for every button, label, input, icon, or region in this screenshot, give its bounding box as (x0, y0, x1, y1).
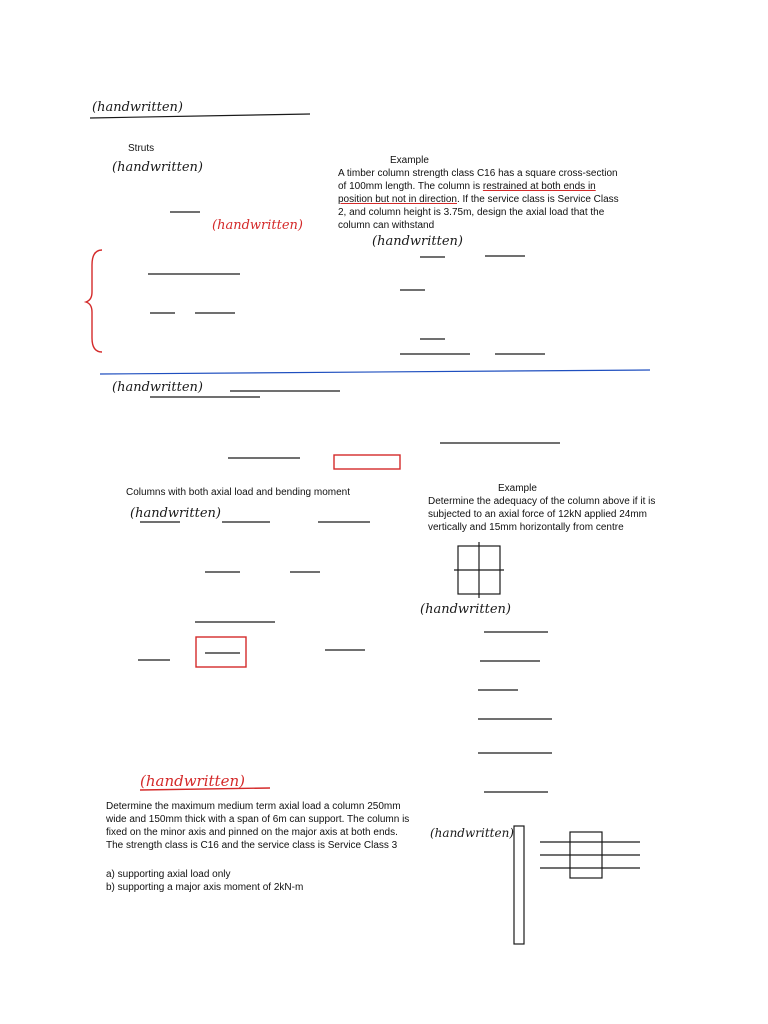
struts-heading: Struts (128, 143, 155, 154)
example1-text-end: . If the service class is Service Class 2, and column height is 3.75m, design the axial load that the column can withstand (338, 194, 619, 231)
example1-solution-handwritten: (handwritten) (372, 234, 463, 249)
assignment-part-b: b) supporting a major axis moment of 2kN-m (106, 882, 304, 893)
struts-formulas-handwritten: (handwritten) (112, 160, 203, 175)
example1-heading: Example (390, 155, 429, 166)
assignment-heading-handwritten: (handwritten) (140, 772, 245, 790)
restrained-phrase: restrained at both ends in position but not in direction (338, 181, 596, 205)
example1-problem-text (338, 167, 624, 232)
assignment-sketch-handwritten: (handwritten) (430, 826, 514, 840)
assignment-problem-text: Determine the maximum medium term axial load a column 250mm wide and 150mm thick with a span of 6m can support. The column is fixed on the minor axis and pinned on the major axis at both ends. The strength class is C16 and the service class is Service Class 3 (106, 801, 410, 851)
example2-solution-handwritten: (handwritten) (420, 602, 511, 617)
example2-problem-text: Determine the adequacy of the column above if it is subjected to an axial force of 12kN applied 24mm vertically and 15mm horizontally from centre (428, 496, 656, 533)
assignment-part-a: a) supporting axial load only (106, 869, 231, 880)
header-handwritten: (handwritten) (92, 100, 183, 115)
example2-heading: Example (498, 483, 537, 494)
columns-heading: Columns with both axial load and bending moment (126, 487, 351, 498)
columns-formulas-handwritten: (handwritten) (130, 506, 221, 521)
strut-calculation-handwritten: (handwritten) (112, 380, 203, 395)
example1-text-start: A timber column strength class C16 has a square cross-section of 100mm length. The column is (338, 168, 618, 192)
struts-annotations-handwritten: (handwritten) (212, 218, 303, 233)
